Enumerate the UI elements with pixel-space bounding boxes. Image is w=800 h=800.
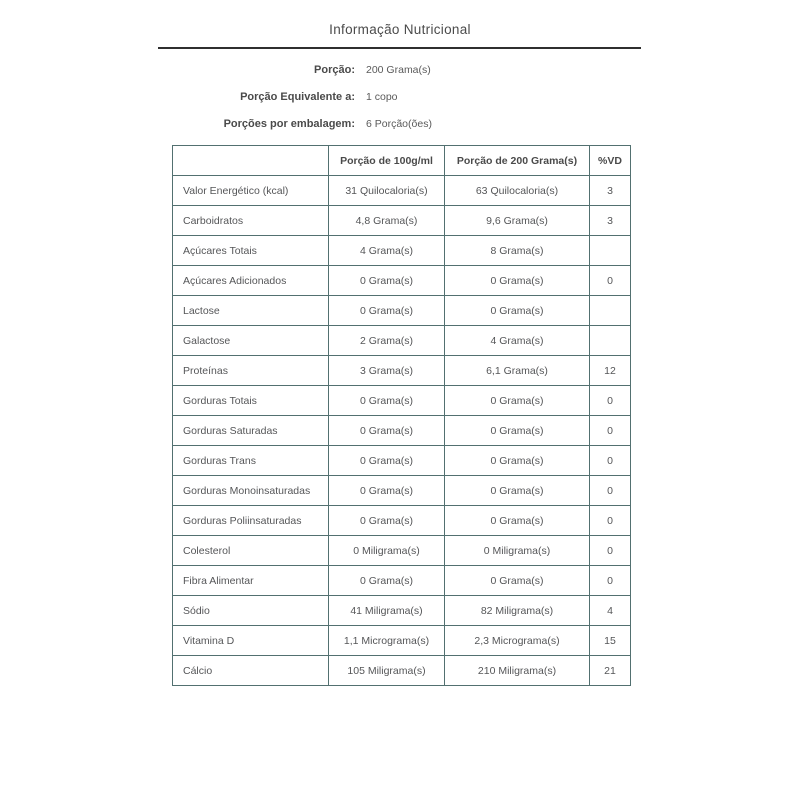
table-row <box>173 596 631 626</box>
value-per-200: 0 Grama(s) <box>445 506 590 536</box>
value-vd: 0 <box>590 536 631 566</box>
value-per-200: 9,6 Grama(s) <box>445 206 590 236</box>
value-per-100: 105 Miligrama(s) <box>329 656 445 686</box>
table-row <box>173 506 631 536</box>
value-vd <box>590 296 631 326</box>
table-row <box>173 296 631 326</box>
table-row <box>173 176 631 206</box>
value-vd: 12 <box>590 356 631 386</box>
row-label: Açúcares Adicionados <box>173 266 329 296</box>
value-per-100: 3 Grama(s) <box>329 356 445 386</box>
value-per-100: 0 Grama(s) <box>329 476 445 506</box>
value-per-200: 0 Grama(s) <box>445 266 590 296</box>
value-per-100: 4 Grama(s) <box>329 236 445 266</box>
serving-equivalent-row <box>0 90 800 104</box>
row-label: Gorduras Totais <box>173 386 329 416</box>
row-label: Gorduras Monoinsaturadas <box>173 476 329 506</box>
value-per-200: 0 Grama(s) <box>445 446 590 476</box>
value-per-100: 2 Grama(s) <box>329 326 445 356</box>
value-per-200: 63 Quilocaloria(s) <box>445 176 590 206</box>
table-row <box>173 416 631 446</box>
title-divider <box>158 47 641 49</box>
serving-info-section <box>0 63 800 131</box>
row-label: Cálcio <box>173 656 329 686</box>
row-label: Vitamina D <box>173 626 329 656</box>
value-vd: 0 <box>590 476 631 506</box>
serving-size-label: Porção: <box>314 64 355 76</box>
value-vd <box>590 326 631 356</box>
table-row <box>173 206 631 236</box>
value-vd <box>590 236 631 266</box>
servings-per-package-value: 6 Porção(ões) <box>366 118 432 130</box>
nutrition-table-body <box>173 176 631 686</box>
row-label: Gorduras Saturadas <box>173 416 329 446</box>
value-per-100: 31 Quilocaloria(s) <box>329 176 445 206</box>
value-per-100: 1,1 Micrograma(s) <box>329 626 445 656</box>
serving-size-value: 200 Grama(s) <box>366 64 431 76</box>
value-per-200: 0 Grama(s) <box>445 566 590 596</box>
value-vd: 3 <box>590 176 631 206</box>
serving-equivalent-value: 1 copo <box>366 91 398 103</box>
row-label: Açúcares Totais <box>173 236 329 266</box>
value-per-200: 6,1 Grama(s) <box>445 356 590 386</box>
value-vd: 4 <box>590 596 631 626</box>
value-per-200: 2,3 Micrograma(s) <box>445 626 590 656</box>
table-header-row <box>173 146 631 176</box>
value-per-100: 0 Grama(s) <box>329 566 445 596</box>
page-title: Informação Nutricional <box>329 22 471 37</box>
row-label: Sódio <box>173 596 329 626</box>
value-per-200: 0 Grama(s) <box>445 416 590 446</box>
value-vd: 21 <box>590 656 631 686</box>
value-per-100: 0 Grama(s) <box>329 506 445 536</box>
header-per-200: Porção de 200 Grama(s) <box>445 146 590 176</box>
value-vd: 0 <box>590 386 631 416</box>
value-per-200: 0 Grama(s) <box>445 476 590 506</box>
value-per-200: 4 Grama(s) <box>445 326 590 356</box>
value-vd: 3 <box>590 206 631 236</box>
value-vd: 0 <box>590 416 631 446</box>
header-vd: %VD <box>590 146 631 176</box>
value-per-200: 8 Grama(s) <box>445 236 590 266</box>
row-label: Carboidratos <box>173 206 329 236</box>
value-per-100: 0 Grama(s) <box>329 296 445 326</box>
value-per-100: 0 Grama(s) <box>329 266 445 296</box>
servings-per-package-label: Porções por embalagem: <box>223 118 355 130</box>
value-per-100: 0 Grama(s) <box>329 416 445 446</box>
table-row <box>173 566 631 596</box>
row-label: Colesterol <box>173 536 329 566</box>
row-label: Gorduras Poliinsaturadas <box>173 506 329 536</box>
servings-per-package-row <box>0 117 800 131</box>
table-row <box>173 446 631 476</box>
table-row <box>173 536 631 566</box>
value-vd: 0 <box>590 506 631 536</box>
table-row <box>173 626 631 656</box>
value-vd: 0 <box>590 566 631 596</box>
table-row <box>173 266 631 296</box>
value-per-200: 0 Miligrama(s) <box>445 536 590 566</box>
value-vd: 0 <box>590 446 631 476</box>
value-per-100: 0 Grama(s) <box>329 446 445 476</box>
value-per-100: 4,8 Grama(s) <box>329 206 445 236</box>
value-vd: 15 <box>590 626 631 656</box>
row-label: Lactose <box>173 296 329 326</box>
row-label: Fibra Alimentar <box>173 566 329 596</box>
nutrition-table <box>172 145 631 686</box>
header-per-100: Porção de 100g/ml <box>329 146 445 176</box>
table-row <box>173 386 631 416</box>
row-label: Galactose <box>173 326 329 356</box>
serving-equivalent-label: Porção Equivalente a: <box>240 91 355 103</box>
table-row <box>173 356 631 386</box>
table-row <box>173 476 631 506</box>
header-nutrient <box>173 146 329 176</box>
value-per-200: 0 Grama(s) <box>445 296 590 326</box>
value-per-100: 0 Grama(s) <box>329 386 445 416</box>
value-per-200: 82 Miligrama(s) <box>445 596 590 626</box>
table-row <box>173 236 631 266</box>
table-row <box>173 326 631 356</box>
value-per-200: 210 Miligrama(s) <box>445 656 590 686</box>
value-per-100: 41 Miligrama(s) <box>329 596 445 626</box>
value-vd: 0 <box>590 266 631 296</box>
value-per-200: 0 Grama(s) <box>445 386 590 416</box>
serving-size-row <box>0 63 800 77</box>
row-label: Proteínas <box>173 356 329 386</box>
row-label: Gorduras Trans <box>173 446 329 476</box>
table-row <box>173 656 631 686</box>
value-per-100: 0 Miligrama(s) <box>329 536 445 566</box>
row-label: Valor Energético (kcal) <box>173 176 329 206</box>
